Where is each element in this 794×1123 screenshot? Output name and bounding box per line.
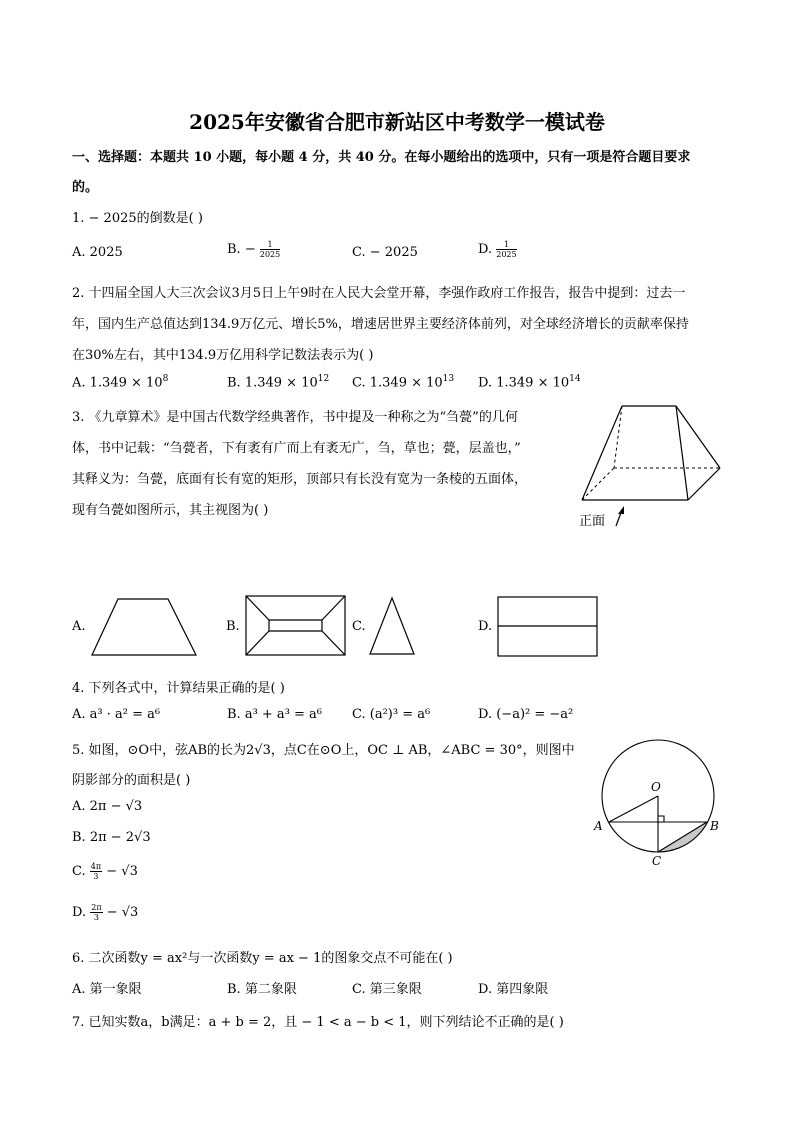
q2-c-exponent: 13: [442, 374, 455, 384]
q1-option-b: [227, 240, 280, 259]
section-instruction-cont: 的。: [72, 180, 99, 195]
q3-front-label: 正面: [579, 514, 606, 529]
q4-option-a: A. a³ · a² = a⁶: [72, 707, 161, 722]
q2-option-d: [478, 374, 581, 390]
q2-line3: 在30%左右，其中134.9万亿用科学记数法表示为( ): [72, 348, 374, 363]
exam-title: 2025年安徽省合肥市新站区中考数学一模试卷: [189, 110, 605, 134]
q3-option-d-figure: [496, 595, 600, 659]
q2-a-base: A. 1.349 × 10: [72, 375, 163, 391]
q1-option-b-prefix: B. −: [227, 242, 256, 257]
q1-d-denominator: 2025: [496, 250, 517, 259]
q2-line1: 2. 十四届全国人大三次会议3月5日上午9时在人民大会堂开幕，李强作政府工作报告，报告中提到：过去一: [72, 286, 686, 301]
q5-c-numerator: 4π: [90, 862, 102, 871]
q5-label-b: B: [710, 819, 719, 833]
q2-a-exponent: 8: [162, 374, 169, 384]
q5-option-a: A. 2π − √3: [72, 799, 143, 814]
q2-c-base: C. 1.349 × 10: [352, 375, 443, 391]
q2-option-c: [352, 374, 454, 390]
q1-d-numerator: 1: [496, 240, 516, 250]
q2-d-base: D. 1.349 × 10: [478, 375, 570, 391]
q5-option-d: [72, 903, 138, 922]
q5-c-fraction: [90, 862, 102, 881]
q5-d-numerator: 2π: [91, 903, 102, 912]
q1-option-a: A. 2025: [72, 245, 123, 260]
q5-label-o: O: [651, 780, 661, 794]
q5-d-denominator: 3: [93, 913, 99, 922]
q2-option-b: [227, 374, 329, 390]
q5-d-prefix: D.: [72, 905, 87, 920]
q3-option-a-label: A.: [72, 619, 86, 634]
q5-option-b: B. 2π − 2√3: [72, 830, 151, 845]
q6-option-c: C. 第三象限: [352, 982, 422, 997]
q3-line2: 体，书中记载：“刍甍者，下有袤有广而上有袤无广，刍，草也；甍，层盖也，”: [72, 441, 521, 456]
q6-option-a: A. 第一象限: [72, 982, 142, 997]
q5-label-a: A: [594, 819, 603, 833]
q5-option-c: [72, 862, 138, 881]
q4-option-d: D. (−a)² = −a²: [478, 707, 574, 722]
q1-option-d-prefix: D.: [478, 242, 493, 257]
q5-c-prefix: C.: [72, 864, 86, 879]
q4-option-b: B. a³ + a³ = a⁶: [227, 707, 323, 722]
q3-option-a-trapezoid: [88, 597, 200, 657]
q5-c-suffix: − √3: [106, 864, 138, 879]
q3-line4: 现有刍甍如图所示，其主视图为( ): [72, 503, 269, 518]
q3-option-c-triangle: [368, 596, 416, 658]
q1-option-c: C. − 2025: [352, 245, 418, 260]
q4-option-c: C. (a²)³ = a⁶: [352, 707, 431, 722]
q5-c-denominator: 3: [93, 872, 99, 881]
q1-stem: 1. − 2025的倒数是( ): [72, 211, 203, 226]
q6-stem: 6. 二次函数y = ax²与一次函数y = ax − 1的图象交点不可能在( ): [72, 951, 453, 966]
q4-stem: 4. 下列各式中，计算结果正确的是( ): [72, 681, 285, 696]
q5-d-fraction: [90, 903, 102, 922]
q1-b-denominator: 2025: [259, 250, 281, 259]
q6-option-d: D. 第四象限: [478, 982, 549, 997]
q5-d-suffix: − √3: [106, 905, 139, 920]
q2-line2: 年，国内生产总值达到134.9万亿元、增长5%，增速居世界主要经济体前列，对全球经济增长的贡献率保持: [72, 317, 689, 332]
q3-line1: 3. 《九章算术》是中国古代数学经典著作，书中提及一种称之为“刍甍”的几何: [72, 410, 518, 425]
q3-option-b-label: B.: [226, 619, 240, 634]
q2-d-exponent: 14: [569, 374, 581, 384]
q1-option-b-fraction: [260, 240, 280, 259]
q1-b-numerator: 1: [260, 240, 280, 250]
q5-line1: 5. 如图，⊙O中，弦AB的长为2√3，点C在⊙O上，OC ⊥ AB，∠ABC = 30°，则图中: [72, 743, 575, 758]
q2-option-a: [72, 374, 168, 390]
q5-line2: 阴影部分的面积是( ): [72, 773, 191, 788]
q3-option-d-label: D.: [478, 619, 493, 634]
q1-option-d: [478, 240, 517, 259]
q3-line3: 其释义为：刍甍，底面有长有宽的矩形，顶部只有长没有宽为一条棱的五面体，: [72, 472, 528, 487]
q7-stem: 7. 已知实数a，b满足：a + b = 2，且 − 1 < a − b < 1，则下列结论不正确的是( ): [72, 1015, 564, 1030]
q3-option-c-label: C.: [352, 619, 366, 634]
q2-b-exponent: 12: [317, 374, 330, 384]
q2-b-base: B. 1.349 × 10: [227, 375, 318, 391]
q1-option-d-fraction: [496, 240, 516, 259]
q6-option-b: B. 第二象限: [227, 982, 297, 997]
q3-option-b-figure: [244, 594, 348, 658]
q5-label-c: C: [652, 854, 662, 868]
section-instruction: 一、选择题：本题共 10 小题，每小题 4 分，共 40 分。在每小题给出的选项中，只有一项是符合题目要求: [72, 150, 691, 165]
q5-circle-figure: [590, 734, 730, 870]
